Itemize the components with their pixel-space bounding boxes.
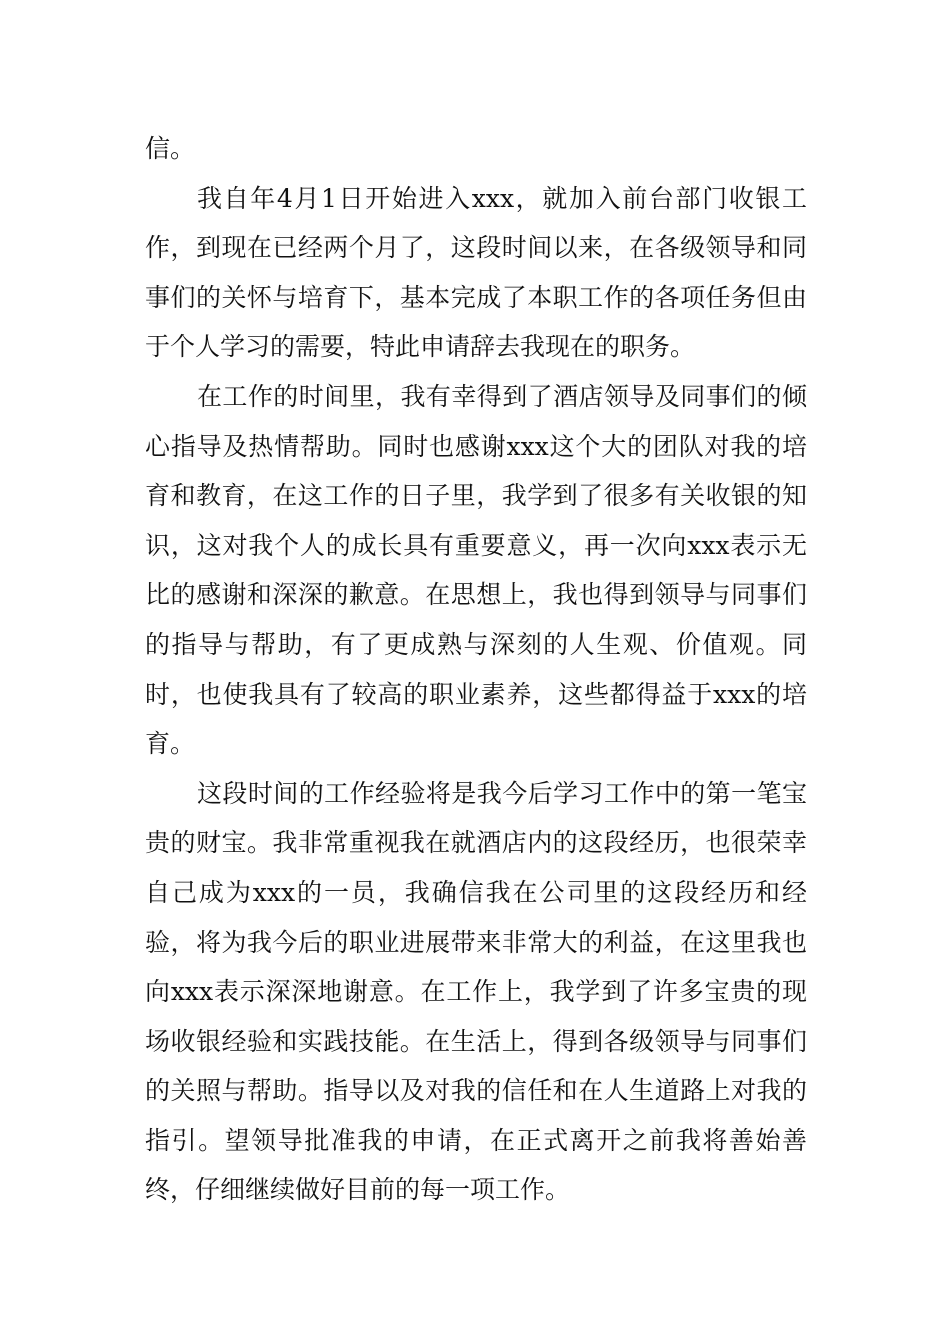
paragraph-start-date: 我自年4月1日开始进入xxx，就加入前台部门收银工作，到现在已经两个月了，这段时间以来，在各级领导和同事们的关怀与培育下，基本完成了本职工作的各项任务但由于个人学习的需要，特此申请辞去我现在的职务。 bbox=[145, 183, 807, 362]
paragraph-continuation: 信。 bbox=[145, 134, 196, 163]
paragraph-experience: 这段时间的工作经验将是我今后学习工作中的第一笔宝贵的财宝。我非常重视我在就酒店内的这段经历，也很荣幸自己成为xxx的一员，我确信我在公司里的这段经历和经验，将为我今后的职业进展带来非常大的利益，在这里我也向xxx表示深深地谢意。在工作上，我学到了许多宝贵的现场收银经验和实践技能。在生活上，得到各级领导与同事们的关照与帮助。指导以及对我的信任和在人生道路上对我的指引。望领导批准我的申请，在正式离开之前我将善始善终，仔细继续做好目前的每一项工作。 bbox=[145, 778, 807, 1205]
paragraph-gratitude: 在工作的时间里，我有幸得到了酒店领导及同事们的倾心指导及热情帮助。同时也感谢xxx这个大的团队对我的培育和教育，在这工作的日子里，我学到了很多有关收银的知识，这对我个人的成长具有重要意义，再一次向xxx表示无比的感谢和深深的歉意。在思想上，我也得到领导与同事们的指导与帮助，有了更成熟与深刻的人生观、价值观。同时，也使我具有了较高的职业素养，这些都得益于xxx的培育。 bbox=[145, 381, 807, 759]
letter-body bbox=[145, 124, 807, 1215]
